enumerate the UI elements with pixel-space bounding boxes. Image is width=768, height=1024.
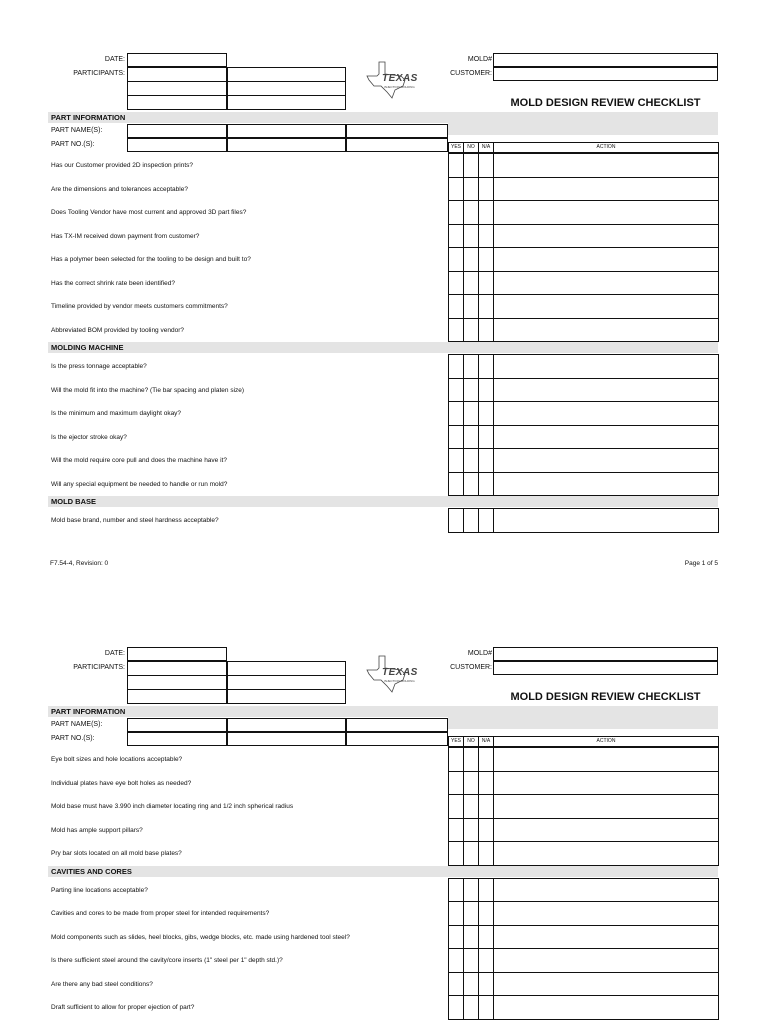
no-checkbox[interactable] <box>463 948 479 973</box>
na-checkbox[interactable] <box>478 318 494 343</box>
column-header-yes: YES <box>448 736 464 747</box>
page-title: MOLD DESIGN REVIEW CHECKLIST <box>510 97 701 109</box>
yes-checkbox[interactable] <box>448 508 464 533</box>
question-text: Are there any bad steel conditions? <box>51 980 153 988</box>
na-checkbox[interactable] <box>478 153 494 178</box>
action-field[interactable] <box>493 378 719 403</box>
yes-checkbox[interactable] <box>448 841 464 866</box>
column-header-action: ACTION <box>493 142 719 153</box>
yes-checkbox[interactable] <box>448 378 464 403</box>
na-checkbox[interactable] <box>478 925 494 950</box>
no-checkbox[interactable] <box>463 508 479 533</box>
na-checkbox[interactable] <box>478 972 494 997</box>
action-field[interactable] <box>493 472 719 497</box>
participants-field[interactable] <box>227 661 346 676</box>
part-name-field[interactable] <box>227 718 346 732</box>
customer-field[interactable] <box>493 67 718 81</box>
no-checkbox[interactable] <box>463 318 479 343</box>
action-field[interactable] <box>493 948 719 973</box>
question-text: Draft sufficient to allow for proper ejection of part? <box>51 1004 195 1011</box>
question-text: Timeline provided by vendor meets customers commitments? <box>51 303 228 310</box>
section-header: MOLDING MACHINE <box>48 342 718 353</box>
yes-checkbox[interactable] <box>448 995 464 1020</box>
question-text: Is the press tonnage acceptable? <box>51 363 147 370</box>
na-checkbox[interactable] <box>478 247 494 272</box>
yes-checkbox[interactable] <box>448 972 464 997</box>
column-header-yes: YES <box>448 142 464 153</box>
question-text: Cavities and cores to be made from proper steel for intended requirements? <box>51 910 270 917</box>
part-name-field[interactable] <box>346 124 448 138</box>
no-checkbox[interactable] <box>463 294 479 319</box>
yes-checkbox[interactable] <box>448 294 464 319</box>
question-text: Is the minimum and maximum daylight okay? <box>51 410 182 417</box>
customer-field[interactable] <box>493 661 718 675</box>
logo-subtext: INJECTION MOLDING <box>384 85 415 89</box>
part-no-field[interactable] <box>127 732 227 746</box>
na-checkbox[interactable] <box>478 472 494 497</box>
part-name-label: PART NAME(S): <box>51 127 103 134</box>
na-checkbox[interactable] <box>478 508 494 533</box>
no-checkbox[interactable] <box>463 771 479 796</box>
no-checkbox[interactable] <box>463 224 479 249</box>
na-checkbox[interactable] <box>478 841 494 866</box>
question-text: Will the mold require core pull and does the machine have it? <box>51 457 227 464</box>
action-field[interactable] <box>493 794 719 819</box>
question-text: Will any special equipment be needed to handle or run mold? <box>51 480 228 488</box>
yes-checkbox[interactable] <box>448 794 464 819</box>
question-text: Does Tooling Vendor have most current and approved 3D part files? <box>51 209 247 216</box>
mold-label: MOLD# <box>467 650 492 657</box>
question-text: Individual plates have eye bolt holes as needed? <box>51 779 192 787</box>
no-checkbox[interactable] <box>463 401 479 426</box>
mold-label: MOLD# <box>467 56 492 63</box>
yes-checkbox[interactable] <box>448 925 464 950</box>
no-checkbox[interactable] <box>463 472 479 497</box>
yes-checkbox[interactable] <box>448 318 464 343</box>
na-checkbox[interactable] <box>478 448 494 473</box>
logo-text: TEXAS <box>382 667 418 678</box>
no-checkbox[interactable] <box>463 972 479 997</box>
section-part-information: PART INFORMATION <box>48 112 448 123</box>
yes-checkbox[interactable] <box>448 200 464 225</box>
mold-number-field[interactable] <box>493 53 718 67</box>
part-no-field[interactable] <box>346 138 448 152</box>
na-checkbox[interactable] <box>478 995 494 1020</box>
participants-field[interactable] <box>127 689 227 704</box>
column-header-na: N/A <box>478 142 494 153</box>
question-text: Mold components such as slides, heel blocks, gibs, wedge blocks, etc. made using hardened tool steel? <box>51 933 350 941</box>
no-checkbox[interactable] <box>463 901 479 926</box>
question-text: Pry bar slots located on all mold base plates? <box>51 850 182 857</box>
yes-checkbox[interactable] <box>448 224 464 249</box>
participants-field[interactable] <box>127 675 227 690</box>
no-checkbox[interactable] <box>463 200 479 225</box>
no-checkbox[interactable] <box>463 425 479 450</box>
part-no-label: PART NO.(S): <box>51 735 95 742</box>
no-checkbox[interactable] <box>463 448 479 473</box>
section-header: MOLD BASE <box>48 496 718 507</box>
participants-field[interactable] <box>127 95 227 110</box>
yes-checkbox[interactable] <box>448 177 464 202</box>
action-field[interactable] <box>493 771 719 796</box>
section-part-information: PART INFORMATION <box>48 706 448 717</box>
no-checkbox[interactable] <box>463 354 479 379</box>
question-text: Has TX-IM received down payment from customer? <box>51 232 200 240</box>
no-checkbox[interactable] <box>463 878 479 903</box>
na-checkbox[interactable] <box>478 425 494 450</box>
question-text: Has our Customer provided 2D inspection prints? <box>51 162 193 169</box>
na-checkbox[interactable] <box>478 271 494 296</box>
participants-label: PARTICIPANTS: <box>73 70 125 77</box>
na-checkbox[interactable] <box>478 354 494 379</box>
column-header-no: NO <box>463 142 479 153</box>
date-label: DATE: <box>104 56 125 63</box>
na-checkbox[interactable] <box>478 294 494 319</box>
column-header-action: ACTION <box>493 736 719 747</box>
participants-field[interactable] <box>127 81 227 96</box>
yes-checkbox[interactable] <box>448 271 464 296</box>
yes-checkbox[interactable] <box>448 401 464 426</box>
no-checkbox[interactable] <box>463 153 479 178</box>
yes-checkbox[interactable] <box>448 153 464 178</box>
logo-text: TEXAS <box>382 73 418 84</box>
yes-checkbox[interactable] <box>448 818 464 843</box>
na-checkbox[interactable] <box>478 747 494 772</box>
no-checkbox[interactable] <box>463 995 479 1020</box>
title-band <box>448 112 718 135</box>
action-field[interactable] <box>493 177 719 202</box>
date-field[interactable] <box>127 53 227 67</box>
action-field[interactable] <box>493 354 719 379</box>
question-text: Has the correct shrink rate been identified? <box>51 279 175 287</box>
action-field[interactable] <box>493 448 719 473</box>
yes-checkbox[interactable] <box>448 771 464 796</box>
question-text: Eye bolt sizes and hole locations acceptable? <box>51 756 183 763</box>
footer-form-revision: F7.54-4, Revision: 0 <box>50 560 109 567</box>
part-no-field[interactable] <box>127 138 227 152</box>
na-checkbox[interactable] <box>478 200 494 225</box>
page-title: MOLD DESIGN REVIEW CHECKLIST <box>510 691 701 703</box>
no-checkbox[interactable] <box>463 378 479 403</box>
action-field[interactable] <box>493 200 719 225</box>
no-checkbox[interactable] <box>463 747 479 772</box>
part-no-field[interactable] <box>227 138 346 152</box>
yes-checkbox[interactable] <box>448 354 464 379</box>
na-checkbox[interactable] <box>478 818 494 843</box>
action-field[interactable] <box>493 153 719 178</box>
customer-label: CUSTOMER: <box>450 664 492 671</box>
action-field[interactable] <box>493 925 719 950</box>
part-name-field[interactable] <box>127 718 227 732</box>
date-field[interactable] <box>127 647 227 661</box>
action-field[interactable] <box>493 508 719 533</box>
action-field[interactable] <box>493 318 719 343</box>
no-checkbox[interactable] <box>463 247 479 272</box>
part-name-field[interactable] <box>346 718 448 732</box>
no-checkbox[interactable] <box>463 271 479 296</box>
participants-field[interactable] <box>227 67 346 82</box>
participants-field[interactable] <box>227 95 346 110</box>
action-field[interactable] <box>493 247 719 272</box>
na-checkbox[interactable] <box>478 794 494 819</box>
action-field[interactable] <box>493 425 719 450</box>
question-text: Mold base must have 3.990 inch diameter locating ring and 1/2 inch spherical radius <box>51 803 294 810</box>
action-field[interactable] <box>493 878 719 903</box>
yes-checkbox[interactable] <box>448 901 464 926</box>
yes-checkbox[interactable] <box>448 472 464 497</box>
na-checkbox[interactable] <box>478 901 494 926</box>
no-checkbox[interactable] <box>463 841 479 866</box>
na-checkbox[interactable] <box>478 401 494 426</box>
na-checkbox[interactable] <box>478 878 494 903</box>
part-no-field[interactable] <box>346 732 448 746</box>
section-header: CAVITIES AND CORES <box>48 866 718 877</box>
question-text: Mold has ample support pillars? <box>51 826 143 834</box>
question-text: Will the mold fit into the machine? (Tie bar spacing and platen size) <box>51 386 245 394</box>
participants-label: PARTICIPANTS: <box>73 664 125 671</box>
part-no-field[interactable] <box>227 732 346 746</box>
question-text: Parting line locations acceptable? <box>51 886 148 894</box>
footer-page-number: Page 1 of 5 <box>684 560 718 567</box>
part-name-field[interactable] <box>227 124 346 138</box>
yes-checkbox[interactable] <box>448 747 464 772</box>
action-field[interactable] <box>493 271 719 296</box>
no-checkbox[interactable] <box>463 925 479 950</box>
question-text: Mold base brand, number and steel hardness acceptable? <box>51 517 219 524</box>
no-checkbox[interactable] <box>463 794 479 819</box>
yes-checkbox[interactable] <box>448 448 464 473</box>
column-header-na: N/A <box>478 736 494 747</box>
part-name-label: PART NAME(S): <box>51 721 103 728</box>
yes-checkbox[interactable] <box>448 878 464 903</box>
participants-field[interactable] <box>127 661 227 676</box>
na-checkbox[interactable] <box>478 378 494 403</box>
yes-checkbox[interactable] <box>448 247 464 272</box>
question-text: Abbreviated BOM provided by tooling vendor? <box>51 326 184 334</box>
column-header-no: NO <box>463 736 479 747</box>
participants-field[interactable] <box>227 675 346 690</box>
action-field[interactable] <box>493 294 719 319</box>
action-field[interactable] <box>493 224 719 249</box>
action-field[interactable] <box>493 401 719 426</box>
mold-number-field[interactable] <box>493 647 718 661</box>
question-text: Are the dimensions and tolerances acceptable? <box>51 185 188 193</box>
no-checkbox[interactable] <box>463 818 479 843</box>
question-text: Is the ejector stroke okay? <box>51 433 127 441</box>
participants-field[interactable] <box>127 67 227 82</box>
action-field[interactable] <box>493 901 719 926</box>
action-field[interactable] <box>493 747 719 772</box>
participants-field[interactable] <box>227 81 346 96</box>
logo-subtext: INJECTION MOLDING <box>384 679 415 683</box>
customer-label: CUSTOMER: <box>450 70 492 77</box>
yes-checkbox[interactable] <box>448 425 464 450</box>
no-checkbox[interactable] <box>463 177 479 202</box>
action-field[interactable] <box>493 841 719 866</box>
action-field[interactable] <box>493 972 719 997</box>
question-text: Is there sufficient steel around the cavity/core inserts (1" steel per 1" depth std.)? <box>51 957 283 964</box>
date-label: DATE: <box>104 650 125 657</box>
action-field[interactable] <box>493 995 719 1020</box>
title-band <box>448 706 718 729</box>
part-name-field[interactable] <box>127 124 227 138</box>
na-checkbox[interactable] <box>478 771 494 796</box>
na-checkbox[interactable] <box>478 224 494 249</box>
question-text: Has a polymer been selected for the tooling to be design and built to? <box>51 256 251 263</box>
participants-field[interactable] <box>227 689 346 704</box>
na-checkbox[interactable] <box>478 177 494 202</box>
part-no-label: PART NO.(S): <box>51 141 95 148</box>
na-checkbox[interactable] <box>478 948 494 973</box>
action-field[interactable] <box>493 818 719 843</box>
yes-checkbox[interactable] <box>448 948 464 973</box>
